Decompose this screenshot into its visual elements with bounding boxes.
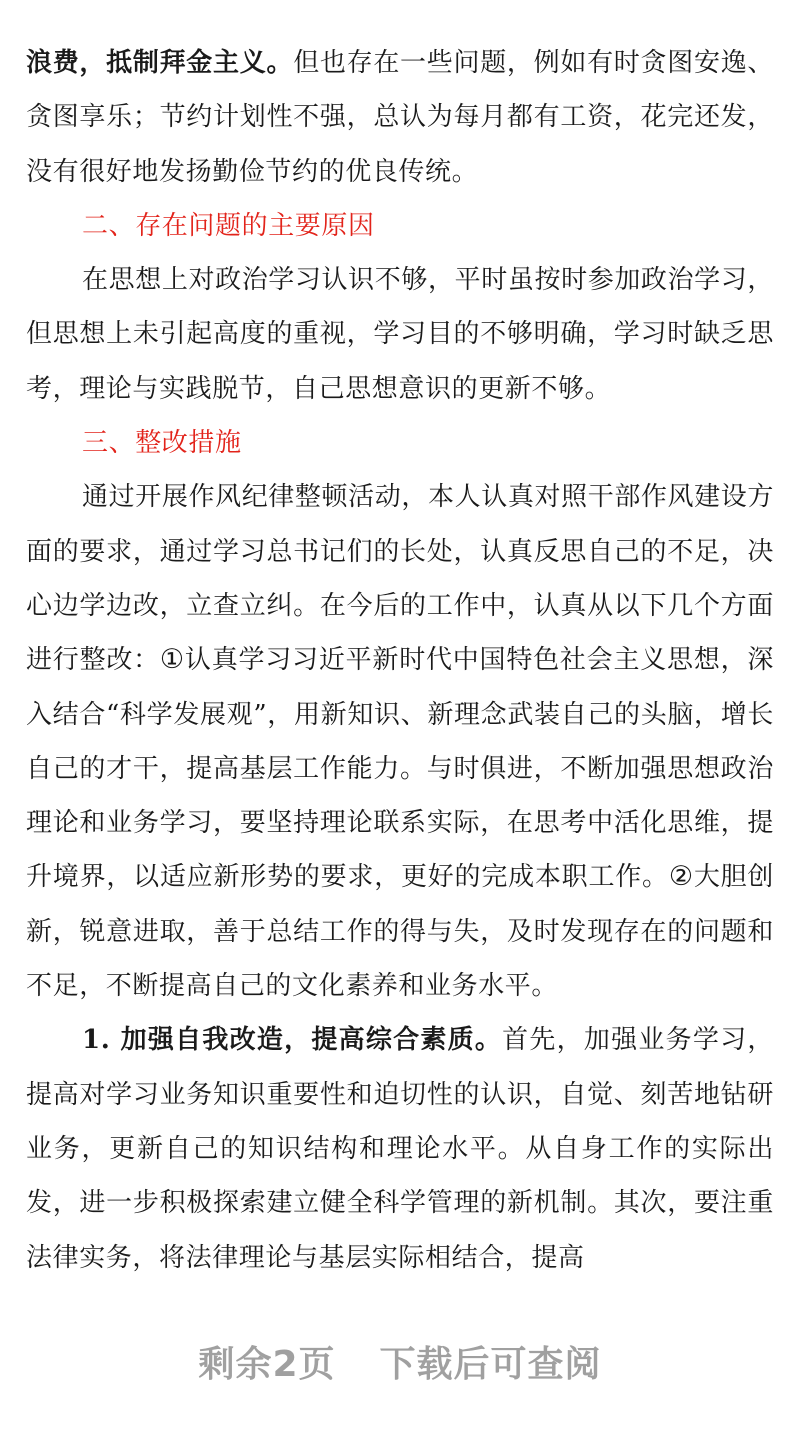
circled-number-2: ② — [668, 861, 694, 893]
paragraph-3-text-c: 大胆创新，锐意进取，善于总结工作的得与失，及时发现存在的问题和不足，不断提高自己的文化素养和业务水平。 — [26, 862, 774, 1002]
paragraph-4-text: 首先，加强业务学习，提高对学习业务知识重要性和迫切性的认识，自觉、刻苦地钻研业务，更新自己的知识结构和理论水平。从自身工作的实际出发，进一步积极探索建立健全科学管理的新机制。其次，要注重法律实务，将法律理论与基层实际相结合，提高 — [26, 1025, 774, 1273]
download-prompt-footer[interactable] — [0, 1336, 800, 1387]
remaining-pages-label: 剩余2页 — [198, 1344, 336, 1385]
circled-number-1: ① — [159, 644, 185, 676]
paragraph-4-bold-lead: 1. 加强自我改造，提高综合素质。 — [82, 1025, 503, 1056]
paragraph-3-text-b: 认真学习习近平新时代中国特色社会主义思想，深入结合“科学发展观”，用新知识、新理念武装自己的头脑，增长自己的才干，提高基层工作能力。与时俱进，不断加强思想政治理论和业务学习，要坚持理论联系实际，在思考中活化思维，提升境界，以适应新形势的要求，更好的完成本职工作。 — [26, 645, 774, 893]
section-heading-3: 三、整改措施 — [82, 428, 242, 459]
paragraph-2: 在思想上对政治学习认识不够，平时虽按时参加政治学习，但思想上未引起高度的重视，学习目的不够明确，学习时缺乏思考，理论与实践脱节，自己思想意识的更新不够。 — [26, 265, 774, 404]
download-to-view-label[interactable]: 下载后可查阅 — [379, 1344, 602, 1385]
paragraph-1-bold-lead: 浪费，抵制拜金主义。 — [26, 48, 294, 78]
paragraph-1-text: 但也存在一些问题，例如有时贪图安逸、贪图享乐；节约计划性不强，总认为每月都有工资，花完还发，没有很好地发扬勤俭节约的优良传统。 — [26, 48, 774, 187]
paragraph-3-text-a: 通过开展作风纪律整顿活动，本人认真对照干部作风建设方面的要求，通过学习总书记们的长处，认真反思自己的不足，决心边学边改，立查立纠。在今后的工作中，认真从以下几个方面进行整改： — [26, 482, 774, 676]
paragraph-3 — [26, 470, 774, 1013]
paragraph-4 — [26, 1013, 774, 1284]
section-heading-2: 二、存在问题的主要原因 — [82, 210, 375, 241]
document-body — [26, 36, 774, 1285]
paragraph-1 — [26, 36, 774, 199]
